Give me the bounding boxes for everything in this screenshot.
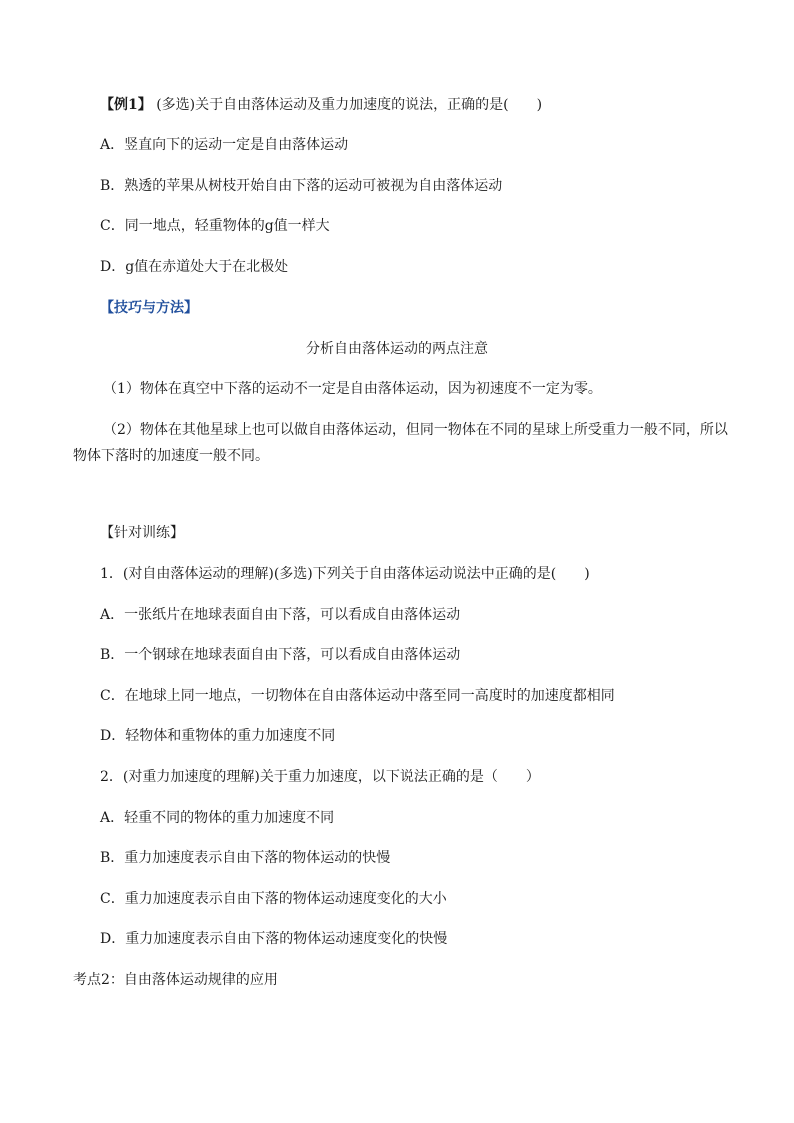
training-q1-option-a: A．一张纸片在地球表面自由下落，可以看成自由落体运动 <box>100 607 461 623</box>
training-q2-stem: 2．(对重力加速度的理解)关于重力加速度，以下说法正确的是（ ） <box>100 769 540 785</box>
method-title: 分析自由落体运动的两点注意 <box>306 341 488 357</box>
training-q1-stem: 1．(对自由落体运动的理解)(多选)下列关于自由落体运动说法中正确的是( ) <box>100 566 590 582</box>
training-q2-option-b: B．重力加速度表示自由下落的物体运动的快慢 <box>100 850 391 866</box>
example-1-question <box>100 95 542 115</box>
training-q2-option-a: A．轻重不同的物体的重力加速度不同 <box>100 810 335 826</box>
example-1-option-b: B．熟透的苹果从树枝开始自由下落的运动可被视为自由落体运动 <box>100 178 503 194</box>
method-heading: 【技巧与方法】 <box>100 300 198 316</box>
training-q2-option-d: D．重力加速度表示自由下落的物体运动速度变化的快慢 <box>100 931 448 947</box>
training-q1-option-b: B．一个钢球在地球表面自由下落，可以看成自由落体运动 <box>100 647 461 663</box>
training-q1-option-d: D．轻物体和重物体的重力加速度不同 <box>100 728 336 744</box>
example-1-stem: (多选)关于自由落体运动及重力加速度的说法，正确的是( ) <box>156 97 543 113</box>
section-2-heading: 考点2：自由落体运动规律的应用 <box>73 972 278 988</box>
example-1-option-a: A．竖直向下的运动一定是自由落体运动 <box>100 137 349 153</box>
example-1-option-d: D．g值在赤道处大于在北极处 <box>100 259 289 275</box>
method-point-1: （1）物体在真空中下落的运动不一定是自由落体运动，因为初速度不一定为零。 <box>103 381 602 397</box>
example-1-tag: 【例1】 <box>100 97 152 113</box>
example-1-option-c: C．同一地点，轻重物体的g值一样大 <box>100 218 330 234</box>
training-heading: 【针对训练】 <box>100 525 184 541</box>
training-q2-option-c: C．重力加速度表示自由下落的物体运动速度变化的大小 <box>100 891 447 907</box>
training-q1-option-c: C．在地球上同一地点，一切物体在自由落体运动中落至同一高度时的加速度都相同 <box>100 688 615 704</box>
method-point-2-line-2: 物体下落时的加速度一般不同。 <box>73 448 269 464</box>
method-point-2-line-1: （2）物体在其他星球上也可以做自由落体运动，但同一物体在不同的星球上所受重力一般不同，所以 <box>103 422 728 438</box>
